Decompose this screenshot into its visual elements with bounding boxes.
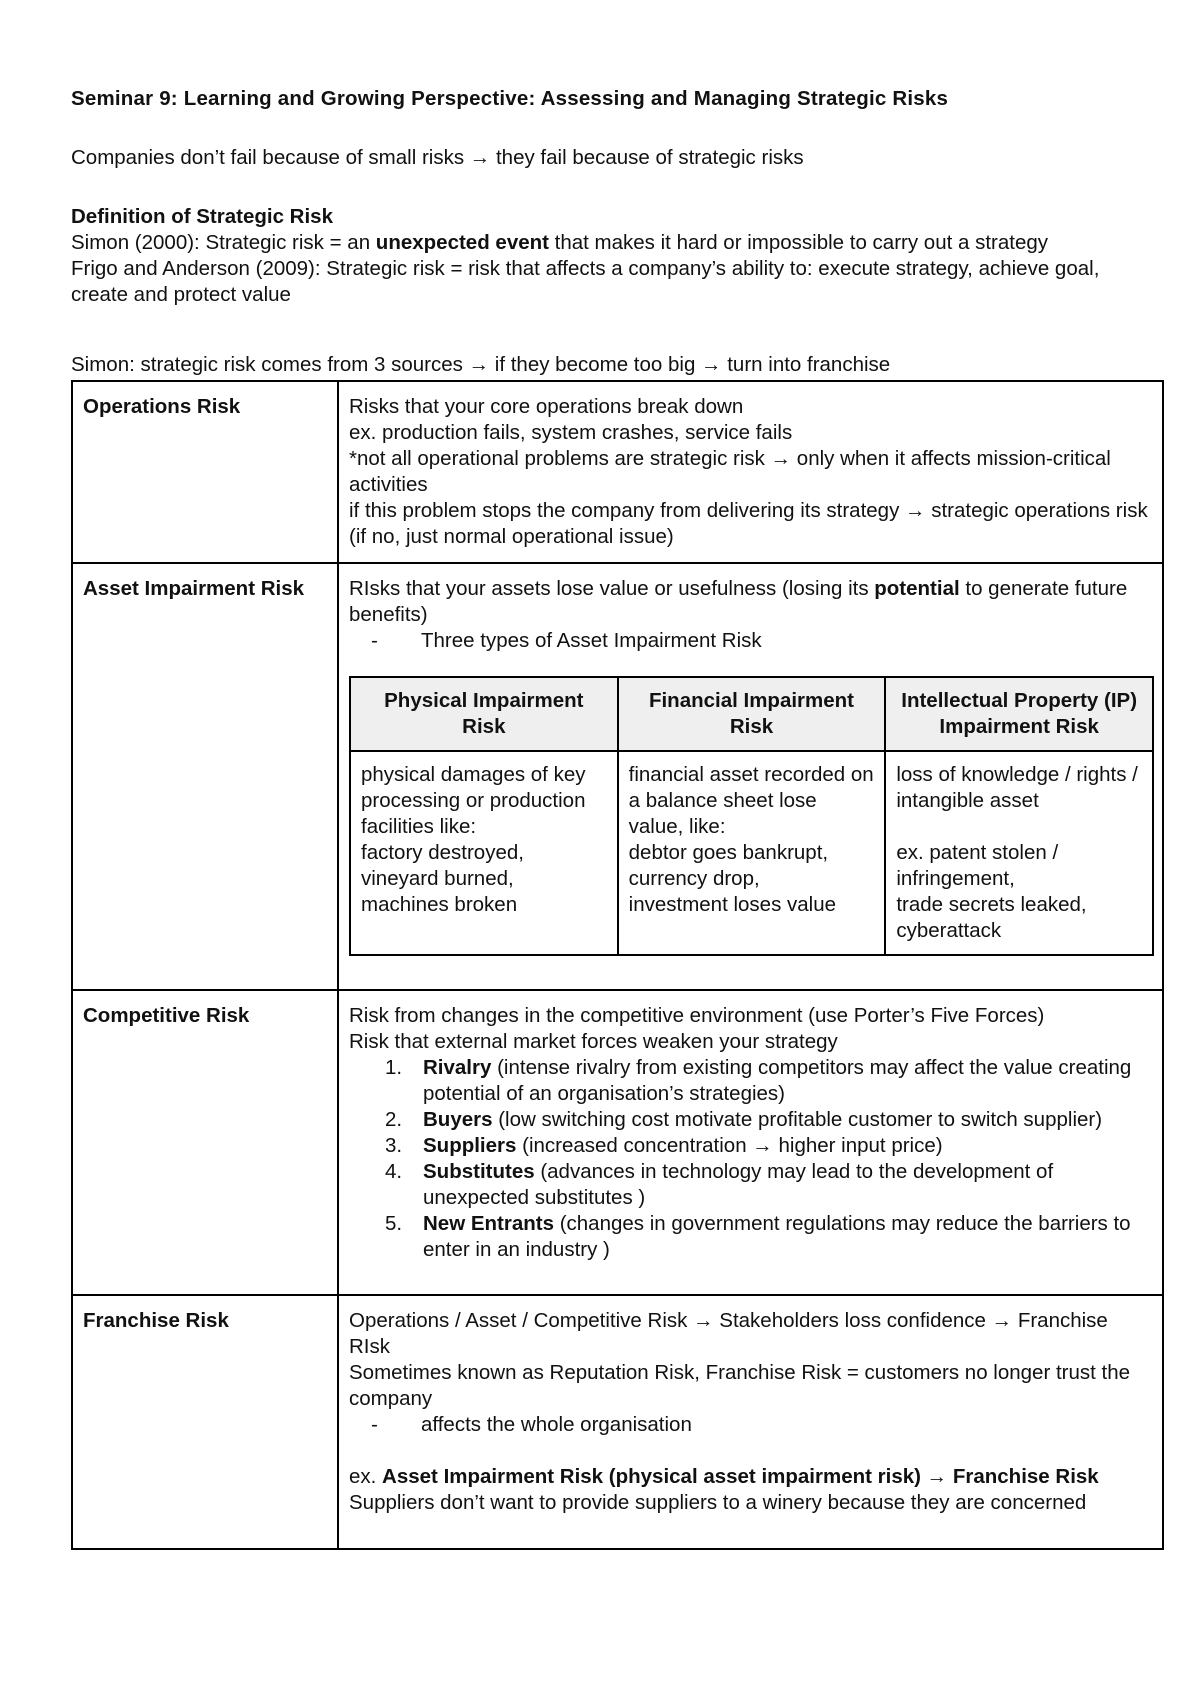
force-description: (advances in technology may lead to the development of unexpected substitutes ) <box>423 1160 1054 1209</box>
operations-line: if this problem stops the company from delivering its strategy → strategic operations risk (if no, just normal operational issue) <box>349 499 1148 548</box>
list-number: 2. <box>385 1108 403 1131</box>
force-name: Suppliers <box>423 1134 517 1157</box>
simon-definition-prefix: Simon (2000): Strategic risk = an <box>71 231 376 254</box>
list-number: 5. <box>385 1212 403 1235</box>
force-name: New Entrants <box>423 1212 554 1235</box>
cell-line: factory destroyed, <box>361 841 524 864</box>
asset-impairment-risk-content <box>338 563 1163 990</box>
competitive-risk-row <box>72 990 1163 1295</box>
simon-definition-suffix: that makes it hard or impossible to carry out a strategy <box>548 231 1049 254</box>
franchise-risk-row <box>72 1295 1163 1549</box>
operations-risk-label: Operations Risk <box>72 381 338 563</box>
competitive-risk-content <box>338 990 1163 1295</box>
dash-marker: - <box>371 1413 378 1436</box>
cell-line: cyberattack <box>896 919 1002 942</box>
franchise-example <box>349 1464 1152 1490</box>
cell-line: physical damages of key processing or production facilities like: <box>361 763 586 838</box>
definition-heading: Definition of Strategic Risk <box>71 205 333 228</box>
ip-impairment-heading: Intellectual Property (IP) Impairment Risk <box>885 677 1153 751</box>
impairment-types-body <box>350 751 1153 955</box>
competitive-line: Risk that external market forces weaken your strategy <box>349 1030 838 1053</box>
cell-line: investment loses value <box>628 893 837 916</box>
sources-line: Simon: strategic risk comes from 3 sources → if they become too big → turn into franchise <box>71 353 891 376</box>
frigo-definition: Frigo and Anderson (2009): Strategic risk = risk that affects a company’s ability to: execute strategy, achieve goal, create and protect value <box>71 257 1100 306</box>
dash-marker: - <box>371 629 378 652</box>
franchise-line: Operations / Asset / Competitive Risk → Stakeholders loss confidence → Franchise RIsk <box>349 1309 1108 1358</box>
impairment-types-table <box>349 676 1154 956</box>
cell-line: machines broken <box>361 893 518 916</box>
asset-line <box>349 576 1152 628</box>
asset-bullet-text: Three types of Asset Impairment Risk <box>421 629 762 652</box>
asset-impairment-risk-row <box>72 563 1163 990</box>
force-description: (increased concentration → higher input price) <box>516 1134 943 1157</box>
list-number: 1. <box>385 1056 403 1079</box>
franchise-risk-content <box>338 1295 1163 1549</box>
franchise-line: Sometimes known as Reputation Risk, Franchise Risk = customers no longer trust the company <box>349 1361 1131 1410</box>
ip-impairment-cell <box>885 751 1153 955</box>
simon-definition-bold: unexpected event <box>375 231 549 254</box>
cell-line: trade secrets leaked, <box>896 893 1087 916</box>
physical-impairment-cell <box>350 751 618 955</box>
force-description: (changes in government regulations may reduce the barriers to enter in an industry ) <box>423 1212 1131 1261</box>
simon-definition <box>71 230 1161 256</box>
asset-line-suffix: to generate future benefits) <box>349 577 1128 626</box>
document-title: Seminar 9: Learning and Growing Perspective: Assessing and Managing Strategic Risks <box>71 87 949 110</box>
force-name: Substitutes <box>423 1160 535 1183</box>
asset-impairment-risk-label: Asset Impairment Risk <box>72 563 338 990</box>
franchise-risk-label: Franchise Risk <box>72 1295 338 1549</box>
asset-line-bold: potential <box>874 577 960 600</box>
cell-line: debtor goes bankrupt, <box>628 841 829 864</box>
franchise-line: Suppliers don’t want to provide suppliers to a winery because they are concerned <box>349 1491 1087 1514</box>
list-item <box>349 1159 1152 1211</box>
example-bold: Asset Impairment Risk (physical asset impairment risk) → Franchise Risk <box>382 1465 1099 1488</box>
force-name: Buyers <box>423 1108 493 1131</box>
five-forces-list <box>349 1055 1152 1263</box>
definition-section <box>71 204 1161 308</box>
asset-line-prefix: RIsks that your assets lose value or usefulness (losing its <box>349 577 875 600</box>
list-item <box>349 1107 1152 1133</box>
financial-impairment-heading: Financial Impairment Risk <box>618 677 886 751</box>
cell-line: currency drop, <box>628 867 760 890</box>
impairment-types-header <box>350 677 1153 751</box>
list-item <box>349 1055 1152 1107</box>
cell-line: financial asset recorded on a balance sheet lose value, like: <box>628 763 874 838</box>
force-description: (intense rivalry from existing competitors may affect the value creating potential of an organisation’s strategies) <box>423 1056 1132 1105</box>
asset-bullet <box>349 628 1152 654</box>
competitive-line: Risk from changes in the competitive environment (use Porter’s Five Forces) <box>349 1004 1045 1027</box>
competitive-risk-label: Competitive Risk <box>72 990 338 1295</box>
list-item <box>349 1211 1152 1263</box>
force-description: (low switching cost motivate profitable customer to switch supplier) <box>492 1108 1103 1131</box>
strategic-risk-table <box>71 380 1164 1550</box>
force-name: Rivalry <box>423 1056 492 1079</box>
intro-line: Companies don’t fail because of small risks → they fail because of strategic risks <box>71 146 804 169</box>
operations-risk-row <box>72 381 1163 563</box>
cell-blank-line <box>896 814 1142 840</box>
franchise-bullet-text: affects the whole organisation <box>421 1413 692 1436</box>
operations-line: *not all operational problems are strategic risk → only when it affects mission-critical activities <box>349 447 1111 496</box>
franchise-bullet <box>349 1412 1152 1438</box>
cell-line: loss of knowledge / rights / intangible asset <box>896 763 1138 812</box>
list-number: 4. <box>385 1160 403 1183</box>
cell-line: vineyard burned, <box>361 867 514 890</box>
example-prefix: ex. <box>349 1465 383 1488</box>
list-number: 3. <box>385 1134 403 1157</box>
list-item <box>349 1133 1152 1159</box>
operations-line: Risks that your core operations break down <box>349 395 744 418</box>
operations-line: ex. production fails, system crashes, service fails <box>349 421 793 444</box>
cell-line: ex. patent stolen / infringement, <box>896 841 1059 890</box>
physical-impairment-heading: Physical Impairment Risk <box>350 677 618 751</box>
operations-risk-content <box>338 381 1163 563</box>
financial-impairment-cell <box>618 751 886 955</box>
blank-line <box>349 1438 1152 1464</box>
